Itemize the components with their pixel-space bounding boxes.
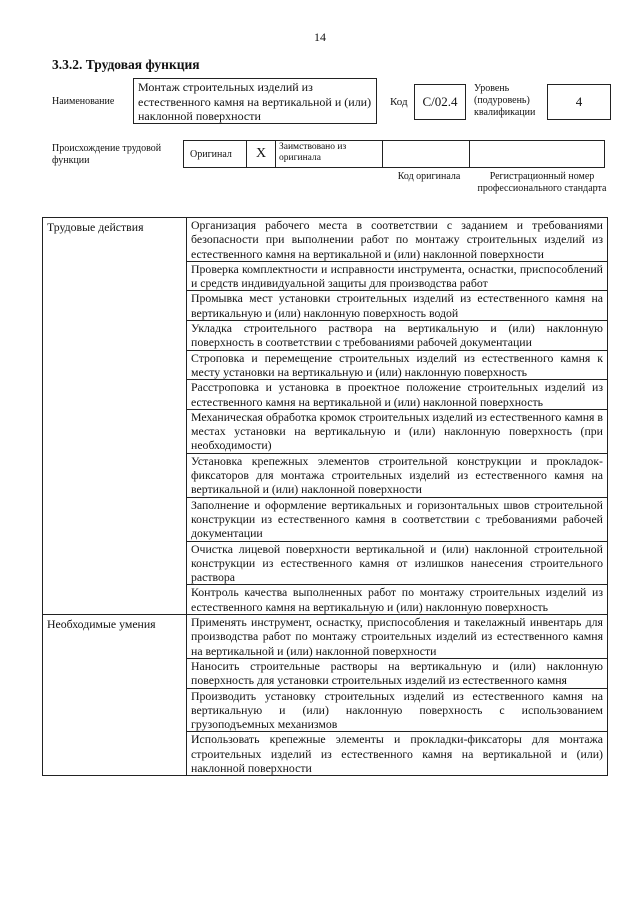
code-original-cell bbox=[382, 140, 470, 168]
labor-function-table bbox=[42, 217, 608, 776]
original-mark: X bbox=[246, 140, 276, 168]
borrowed-label: Заимствовано из оригинала bbox=[275, 140, 383, 168]
code-label: Код bbox=[390, 96, 408, 108]
labor-actions-item: Проверка комплектности и исправности инструмента, оснастки, приспособлений и средств индивидуальной защиты для производства работ bbox=[187, 261, 608, 291]
original-label: Оригинал bbox=[183, 140, 247, 168]
labor-actions-item: Строповка и перемещение строительных изделий из естественного камня к месту установки на вертикальную и (или) наклонную поверхность bbox=[187, 350, 608, 380]
labor-actions-item: Промывка мест установки строительных изделий из естественного камня на вертикальную и (или) наклонную поверхность водой bbox=[187, 291, 608, 321]
reg-number-cell bbox=[469, 140, 605, 168]
labor-actions-item: Укладка строительного раствора на вертикальную и (или) наклонную поверхность в соответствии с требованиями рабочей документации bbox=[187, 321, 608, 351]
name-value: Монтаж строительных изделий из естественного камня на вертикальной и (или) наклонной поверхности bbox=[133, 78, 377, 124]
labor-actions-item: Расстроповка и установка в проектное положение строительных изделий из естественного камня на вертикальной и (или) наклонной поверхность bbox=[187, 380, 608, 410]
required-skills-item: Использовать крепежные элементы и прокладки-фиксаторы для монтажа строительных изделий из естественного камня на вертикальной и (или) наклонной поверхности bbox=[187, 732, 608, 776]
level-label: Уровень (подуровень) квалификации bbox=[474, 83, 536, 118]
code-value: C/02.4 bbox=[414, 84, 466, 120]
labor-actions-item: Контроль качества выполненных работ по монтажу строительных изделий из естественного камня на вертикальную и (или) наклонную поверхность bbox=[187, 585, 608, 615]
labor-actions-item: Заполнение и оформление вертикальных и горизонтальных швов строительной конструкции из естественного камня в соответствии с требованиями рабочей документации bbox=[187, 497, 608, 541]
required-skills-heading: Необходимые умения bbox=[43, 615, 187, 776]
required-skills-item: Производить установку строительных изделий из естественного камня на вертикальную и (или) наклонную поверхность с использованием грузоподъемных механизмов bbox=[187, 688, 608, 732]
required-skills-item: Наносить строительные растворы на вертикальную и (или) наклонную поверхность для установки строительных изделий из естественного камня bbox=[187, 658, 608, 688]
origin-row bbox=[183, 140, 605, 168]
section-title: 3.3.2. Трудовая функция bbox=[52, 57, 200, 72]
labor-actions-row bbox=[43, 218, 608, 262]
labor-actions-heading: Трудовые действия bbox=[43, 218, 187, 615]
page-number: 14 bbox=[314, 30, 326, 44]
labor-actions-item: Очистка лицевой поверхности вертикальной и (или) наклонной строительной конструкции из естественного камня от излишков нанесения строительного раствора bbox=[187, 541, 608, 585]
name-label: Наименование bbox=[52, 96, 115, 107]
required-skills-row bbox=[43, 615, 608, 659]
required-skills-item: Применять инструмент, оснастку, приспособления и такелажный инвентарь для производства работ по монтажу строительных изделий из естественного камня на вертикальной и (или) наклонной поверхности bbox=[187, 615, 608, 659]
level-value: 4 bbox=[547, 84, 611, 120]
labor-actions-item: Механическая обработка кромок строительных изделий из естественного камня в местах установки на вертикальную и (или) наклонную поверхность (при необходимости) bbox=[187, 409, 608, 453]
reg-number-caption: Регистрационный номер профессионального стандарта bbox=[477, 171, 607, 194]
origin-label: Происхождение трудовой функции bbox=[52, 143, 162, 166]
code-original-caption: Код оригинала bbox=[397, 171, 461, 182]
labor-actions-item: Организация рабочего места в соответствии с заданием и требованиями безопасности при выполнении работ по монтажу строительных изделий из естественного камня на вертикальной и (или) наклонной поверхности bbox=[187, 218, 608, 262]
labor-actions-item: Установка крепежных элементов строительной конструкции и прокладок-фиксаторов для монтажа строительных изделий из естественного камня на вертикальной и (или) наклонной поверхности bbox=[187, 453, 608, 497]
